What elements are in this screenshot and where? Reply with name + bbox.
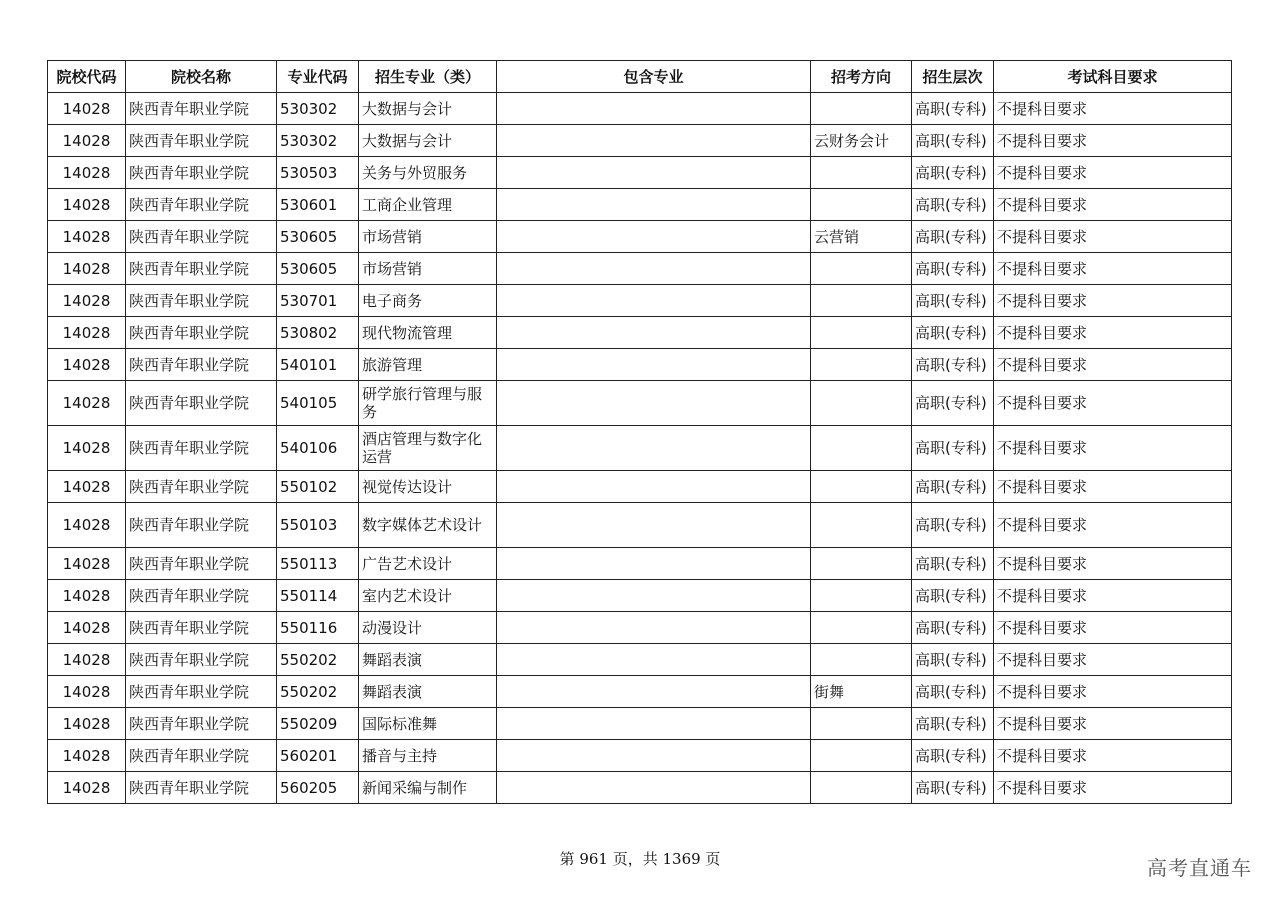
cell-school-code: 14028: [48, 708, 126, 740]
cell-major: 数字媒体艺术设计: [359, 503, 497, 548]
cell-major-code: 550113: [277, 548, 359, 580]
cell-school-name: 陕西青年职业学院: [126, 349, 277, 381]
cell-direction: [811, 93, 912, 125]
cell-major: 现代物流管理: [359, 317, 497, 349]
cell-major-code: 550102: [277, 471, 359, 503]
cell-major: 舞蹈表演: [359, 644, 497, 676]
cell-level: 高职(专科): [912, 426, 994, 471]
cell-school-name: 陕西青年职业学院: [126, 740, 277, 772]
cell-level: 高职(专科): [912, 580, 994, 612]
cell-major-code: 530302: [277, 93, 359, 125]
cell-major: 酒店管理与数字化运营: [359, 426, 497, 471]
cell-major-code: 550202: [277, 676, 359, 708]
cell-major-code: 550209: [277, 708, 359, 740]
header-major-code: 专业代码: [277, 61, 359, 93]
cell-school-name: 陕西青年职业学院: [126, 676, 277, 708]
table-row: [48, 285, 1232, 317]
cell-major: 播音与主持: [359, 740, 497, 772]
cell-direction: 云营销: [811, 221, 912, 253]
header-direction: 招考方向: [811, 61, 912, 93]
cell-level: 高职(专科): [912, 676, 994, 708]
cell-level: 高职(专科): [912, 125, 994, 157]
cell-school-code: 14028: [48, 548, 126, 580]
cell-requirement: 不提科目要求: [994, 740, 1232, 772]
cell-school-name: 陕西青年职业学院: [126, 708, 277, 740]
cell-school-name: 陕西青年职业学院: [126, 644, 277, 676]
header-school-name: 院校名称: [126, 61, 277, 93]
cell-included-majors: [497, 503, 811, 548]
table-row: [48, 708, 1232, 740]
cell-requirement: 不提科目要求: [994, 157, 1232, 189]
cell-included-majors: [497, 644, 811, 676]
cell-school-code: 14028: [48, 580, 126, 612]
header-level: 招生层次: [912, 61, 994, 93]
cell-level: 高职(专科): [912, 253, 994, 285]
cell-requirement: 不提科目要求: [994, 317, 1232, 349]
table-row: [48, 471, 1232, 503]
cell-requirement: 不提科目要求: [994, 676, 1232, 708]
cell-major-code: 530802: [277, 317, 359, 349]
cell-level: 高职(专科): [912, 93, 994, 125]
cell-direction: [811, 580, 912, 612]
cell-requirement: 不提科目要求: [994, 189, 1232, 221]
cell-requirement: 不提科目要求: [994, 381, 1232, 426]
cell-direction: [811, 253, 912, 285]
cell-major: 旅游管理: [359, 349, 497, 381]
cell-direction: [811, 644, 912, 676]
cell-direction: [811, 471, 912, 503]
cell-school-code: 14028: [48, 740, 126, 772]
table-row: [48, 381, 1232, 426]
cell-direction: [811, 426, 912, 471]
cell-direction: [811, 772, 912, 804]
cell-school-name: 陕西青年职业学院: [126, 381, 277, 426]
table-row: [48, 349, 1232, 381]
cell-major: 市场营销: [359, 221, 497, 253]
cell-major: 大数据与会计: [359, 93, 497, 125]
cell-school-name: 陕西青年职业学院: [126, 317, 277, 349]
cell-school-name: 陕西青年职业学院: [126, 471, 277, 503]
header-major: 招生专业（类）: [359, 61, 497, 93]
cell-included-majors: [497, 93, 811, 125]
cell-major-code: 530701: [277, 285, 359, 317]
cell-included-majors: [497, 708, 811, 740]
cell-level: 高职(专科): [912, 772, 994, 804]
cell-level: 高职(专科): [912, 349, 994, 381]
cell-school-code: 14028: [48, 772, 126, 804]
cell-level: 高职(专科): [912, 740, 994, 772]
cell-major-code: 530605: [277, 221, 359, 253]
cell-requirement: 不提科目要求: [994, 93, 1232, 125]
cell-school-code: 14028: [48, 317, 126, 349]
cell-level: 高职(专科): [912, 708, 994, 740]
cell-major: 室内艺术设计: [359, 580, 497, 612]
table-row: [48, 125, 1232, 157]
cell-major: 动漫设计: [359, 612, 497, 644]
table-row: [48, 503, 1232, 548]
table-row: [48, 772, 1232, 804]
cell-major: 市场营销: [359, 253, 497, 285]
table-body: [48, 93, 1232, 804]
cell-school-code: 14028: [48, 644, 126, 676]
header-row: [48, 61, 1232, 93]
cell-included-majors: [497, 317, 811, 349]
cell-direction: [811, 708, 912, 740]
cell-direction: [811, 381, 912, 426]
cell-requirement: 不提科目要求: [994, 580, 1232, 612]
cell-major: 关务与外贸服务: [359, 157, 497, 189]
cell-school-name: 陕西青年职业学院: [126, 772, 277, 804]
cell-requirement: 不提科目要求: [994, 503, 1232, 548]
table-row: [48, 740, 1232, 772]
cell-level: 高职(专科): [912, 471, 994, 503]
cell-school-code: 14028: [48, 189, 126, 221]
cell-school-name: 陕西青年职业学院: [126, 93, 277, 125]
cell-school-name: 陕西青年职业学院: [126, 580, 277, 612]
cell-requirement: 不提科目要求: [994, 471, 1232, 503]
cell-direction: 云财务会计: [811, 125, 912, 157]
cell-school-name: 陕西青年职业学院: [126, 548, 277, 580]
cell-school-name: 陕西青年职业学院: [126, 426, 277, 471]
table-row: [48, 189, 1232, 221]
table-row: [48, 253, 1232, 285]
watermark: 高考直通车: [1147, 856, 1252, 880]
cell-major: 国际标准舞: [359, 708, 497, 740]
cell-requirement: 不提科目要求: [994, 612, 1232, 644]
cell-major-code: 530503: [277, 157, 359, 189]
cell-direction: [811, 285, 912, 317]
cell-major: 新闻采编与制作: [359, 772, 497, 804]
cell-major: 研学旅行管理与服务: [359, 381, 497, 426]
cell-included-majors: [497, 381, 811, 426]
cell-included-majors: [497, 125, 811, 157]
cell-included-majors: [497, 548, 811, 580]
cell-included-majors: [497, 189, 811, 221]
cell-included-majors: [497, 772, 811, 804]
cell-school-code: 14028: [48, 157, 126, 189]
cell-direction: [811, 157, 912, 189]
cell-school-code: 14028: [48, 125, 126, 157]
cell-requirement: 不提科目要求: [994, 644, 1232, 676]
cell-major-code: 540105: [277, 381, 359, 426]
table-row: [48, 644, 1232, 676]
cell-school-code: 14028: [48, 676, 126, 708]
cell-major-code: 550116: [277, 612, 359, 644]
cell-level: 高职(专科): [912, 612, 994, 644]
cell-level: 高职(专科): [912, 157, 994, 189]
cell-direction: [811, 740, 912, 772]
cell-major: 视觉传达设计: [359, 471, 497, 503]
cell-major: 广告艺术设计: [359, 548, 497, 580]
cell-major-code: 530302: [277, 125, 359, 157]
header-included-majors: 包含专业: [497, 61, 811, 93]
cell-major: 舞蹈表演: [359, 676, 497, 708]
cell-school-code: 14028: [48, 253, 126, 285]
cell-direction: [811, 612, 912, 644]
cell-school-name: 陕西青年职业学院: [126, 253, 277, 285]
cell-direction: [811, 503, 912, 548]
cell-major-code: 540106: [277, 426, 359, 471]
cell-requirement: 不提科目要求: [994, 221, 1232, 253]
cell-major-code: 530605: [277, 253, 359, 285]
cell-level: 高职(专科): [912, 381, 994, 426]
cell-included-majors: [497, 471, 811, 503]
cell-school-name: 陕西青年职业学院: [126, 285, 277, 317]
cell-requirement: 不提科目要求: [994, 426, 1232, 471]
cell-requirement: 不提科目要求: [994, 548, 1232, 580]
cell-requirement: 不提科目要求: [994, 349, 1232, 381]
table-row: [48, 157, 1232, 189]
table-row: [48, 612, 1232, 644]
cell-direction: [811, 317, 912, 349]
cell-level: 高职(专科): [912, 548, 994, 580]
page-footer: 第 961 页，共 1369 页: [559, 850, 721, 868]
header-requirement: 考试科目要求: [994, 61, 1232, 93]
cell-major-code: 550114: [277, 580, 359, 612]
cell-school-name: 陕西青年职业学院: [126, 189, 277, 221]
table-row: [48, 580, 1232, 612]
cell-level: 高职(专科): [912, 503, 994, 548]
cell-level: 高职(专科): [912, 285, 994, 317]
cell-school-code: 14028: [48, 221, 126, 253]
cell-included-majors: [497, 285, 811, 317]
cell-major-code: 540101: [277, 349, 359, 381]
table-row: [48, 548, 1232, 580]
cell-school-code: 14028: [48, 612, 126, 644]
table-row: [48, 676, 1232, 708]
cell-included-majors: [497, 349, 811, 381]
cell-included-majors: [497, 157, 811, 189]
cell-included-majors: [497, 221, 811, 253]
cell-level: 高职(专科): [912, 317, 994, 349]
cell-school-name: 陕西青年职业学院: [126, 157, 277, 189]
cell-major-code: 550202: [277, 644, 359, 676]
cell-requirement: 不提科目要求: [994, 253, 1232, 285]
cell-major-code: 530601: [277, 189, 359, 221]
cell-school-name: 陕西青年职业学院: [126, 125, 277, 157]
cell-direction: [811, 548, 912, 580]
cell-requirement: 不提科目要求: [994, 125, 1232, 157]
table-row: [48, 426, 1232, 471]
cell-level: 高职(专科): [912, 644, 994, 676]
cell-level: 高职(专科): [912, 189, 994, 221]
cell-included-majors: [497, 612, 811, 644]
cell-included-majors: [497, 426, 811, 471]
cell-school-name: 陕西青年职业学院: [126, 612, 277, 644]
cell-school-code: 14028: [48, 93, 126, 125]
cell-school-code: 14028: [48, 471, 126, 503]
cell-major: 大数据与会计: [359, 125, 497, 157]
cell-school-name: 陕西青年职业学院: [126, 503, 277, 548]
cell-school-code: 14028: [48, 381, 126, 426]
table-row: [48, 317, 1232, 349]
header-school-code: 院校代码: [48, 61, 126, 93]
cell-school-code: 14028: [48, 285, 126, 317]
cell-school-code: 14028: [48, 349, 126, 381]
admissions-table: [47, 60, 1232, 804]
cell-included-majors: [497, 740, 811, 772]
cell-major: 工商企业管理: [359, 189, 497, 221]
table-row: [48, 93, 1232, 125]
cell-direction: [811, 189, 912, 221]
cell-requirement: 不提科目要求: [994, 772, 1232, 804]
cell-included-majors: [497, 676, 811, 708]
cell-major-code: 550103: [277, 503, 359, 548]
cell-major: 电子商务: [359, 285, 497, 317]
cell-requirement: 不提科目要求: [994, 708, 1232, 740]
cell-requirement: 不提科目要求: [994, 285, 1232, 317]
cell-direction: 街舞: [811, 676, 912, 708]
cell-school-code: 14028: [48, 503, 126, 548]
cell-major-code: 560201: [277, 740, 359, 772]
cell-major-code: 560205: [277, 772, 359, 804]
cell-direction: [811, 349, 912, 381]
cell-school-name: 陕西青年职业学院: [126, 221, 277, 253]
cell-level: 高职(专科): [912, 221, 994, 253]
cell-included-majors: [497, 580, 811, 612]
cell-included-majors: [497, 253, 811, 285]
table-row: [48, 221, 1232, 253]
cell-school-code: 14028: [48, 426, 126, 471]
